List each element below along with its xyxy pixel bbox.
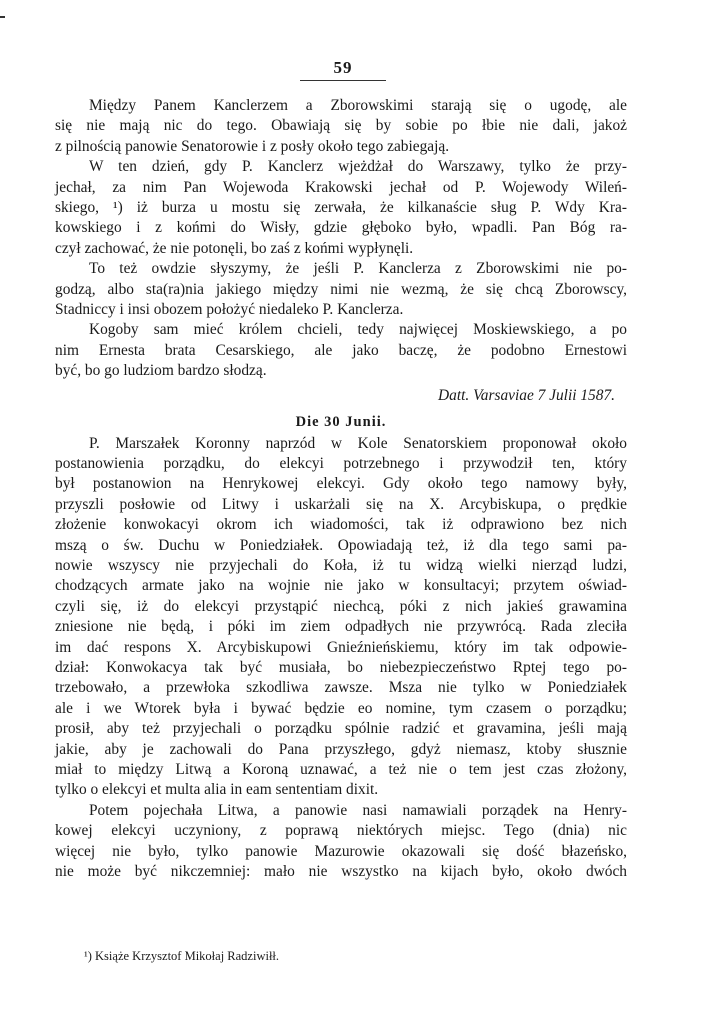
text-line: Stadniccy i insi obozem położyć niedaleko P. Kanclerza. [55,301,404,319]
text-line: kowskiego i z końmi do Wisły, gdzie głęboko było, wpadli. Pan Bóg ra- [55,219,627,237]
text-line: Kogoby sam mieć królem chcieli, tedy najwięcej Moskiewskiego, a po [89,321,627,339]
paragraph [55,434,627,801]
text-line: nowie wszyscy nie przyjechali do Koła, iż tu widzą wielki nierząd ludzi, [55,556,627,574]
page-number-rule [300,80,386,81]
text-line: trzebowało, a przewłoka szkodliwa zawsze. Msza nie tylko w Poniedziałek [55,679,627,697]
text-line: skiego, ¹) iż burza u mostu się zerwała, że kilkanaście sług P. Wdy Kra- [55,199,627,217]
text-line: nim Ernesta brata Cesarskiego, ale jako baczę, że podobno Ernestowi [55,341,627,359]
text-line: więcej nie było, tylko panowie Mazurowie okazowali się dość błazeńsko, [55,842,627,860]
dateline: Datt. Varsaviae 7 Julii 1587. [438,386,615,404]
text-line: się nie mają nic do tego. Obawiają się by sobie po łbie nie dali, jakoż [55,117,627,135]
text-line: złożenie konwokacyi okrom ich wiadomości, tak iż odprawiono bez nich [55,516,627,534]
text-line: W ten dzień, gdy P. Kanclerz wjeżdżał do Warszawy, tylko że przy- [89,158,627,176]
text-line: jakie, aby je zachowali do Pana przyszłego, gdyż niemasz, ktoby słusznie [55,740,627,758]
text-line: nie może być nikczemniej: mało nie wszystko na kijach było, około dwóch [55,863,627,881]
paragraph [55,320,627,381]
text-line: jechał, za nim Pan Wojewoda Krakowski jechał od P. Wojewody Wileń- [55,178,627,196]
text-line: Potem pojechała Litwa, a panowie nasi namawiali porządek na Henry- [89,801,627,819]
text-line: postanowienia porządku, do elekcyi potrzebnego i przywodził ten, który [55,454,627,472]
paragraph [55,157,627,259]
body-text [55,96,627,882]
text-line: mszą o św. Duchu w Poniedziałek. Opowiadają też, iż dla tego sami pa- [55,536,627,554]
text-line: dział: Konwokacya tak być musiała, bo niebezpieczeństwo Rptej tego po- [55,658,627,676]
text-line: był postanowion na Henrykowej elekcyi. Gdy około tego namowy były, [55,475,627,493]
text-line: czył zachować, że nie potonęli, bo zaś z końmi wypłynęli. [55,239,414,257]
footnote: ¹) Książe Krzysztof Mikołaj Radziwiłł. [84,949,280,963]
text-line: z pilnością panowie Senatorowie i z posły około tego zabiegają. [55,137,450,155]
paragraph [55,801,627,883]
text-line: czyli się, iż do elekcyi przystąpić niechcą, póki z nich jakieś grawamina [55,597,627,615]
scan-edge-mark [0,16,5,18]
paragraph [55,259,627,320]
text-line: chodzących armate jako na wojnie nie jako w konsultacyi; przytem oświad- [55,577,627,595]
text-line: tylko o elekcyi et multa alia in eam sententiam dixit. [55,781,379,799]
paragraph [55,96,627,157]
text-line: ale i we Wtorek była i bywać będzie eo nomine, tym czasem o porządku; [55,699,627,717]
text-line: godzą, albo sta(ra)nia jakiego między nimi nie wezmą, że się chcą Zborowscy, [55,280,627,298]
text-line: P. Marszałek Koronny naprzód w Kole Senatorskiem proponował około [89,434,627,452]
text-line: im dać respons X. Arcybiskupowi Gnieźnieńskiemu, który im tak odpowie- [55,638,627,656]
text-line: przyszli posłowie od Litwy i uskarżali się na X. Arcybiskupa, o prędkie [55,495,627,513]
text-line: miał to między Litwą a Koroną uznawać, a też nie o tem jest czas złożony, [55,761,627,778]
text-line: kowej elekcyi uczyniony, z poprawą niektórych miejsc. Tego (dnia) nic [55,822,627,840]
page-number: 59 [333,58,353,77]
text-line: prosił, aby też przyjechali o porządku spólnie radzić et gravamina, jeśli mają [55,720,627,738]
text-line: To też owdzie słyszymy, że jeśli P. Kanclerza z Zborowskimi nie po- [89,260,627,278]
text-line: być, bo go ludziom bardzo słodzą. [55,362,267,380]
text-line: Między Panem Kanclerzem a Zborowskimi starają się o ugodę, ale [89,97,627,114]
text-line: zniesione nie będą, i póki im ziem odpadłych nie przywrócą. Rada zleciła [55,618,627,636]
section-heading: Die 30 Junii. [295,414,387,431]
